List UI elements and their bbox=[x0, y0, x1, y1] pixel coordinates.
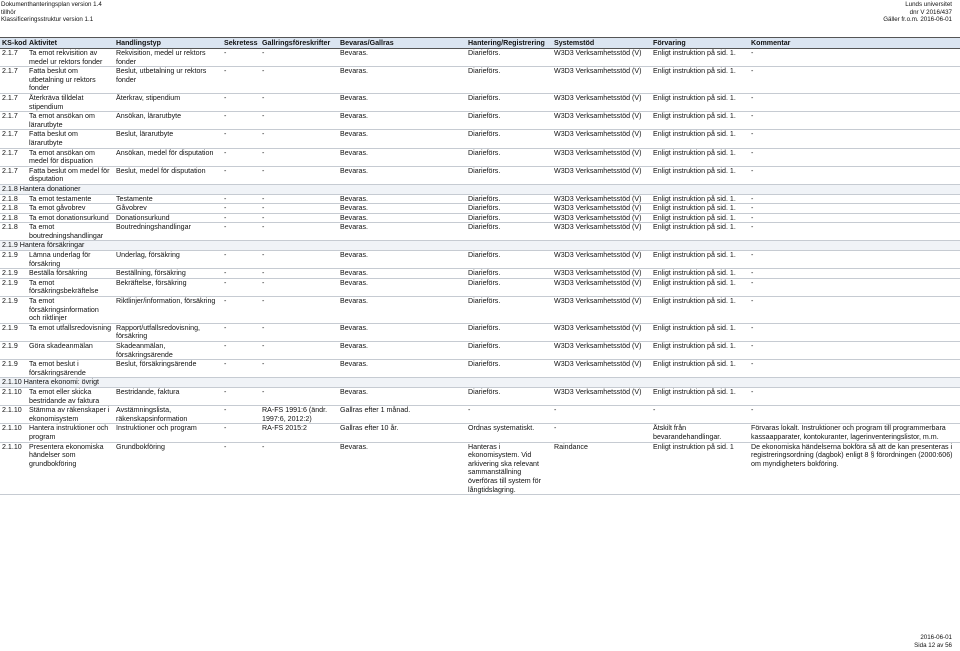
cell-comment: - bbox=[749, 213, 960, 223]
cell-comment: - bbox=[749, 67, 960, 94]
cell-system: W3D3 Verksamhetsstöd (V) bbox=[552, 112, 651, 130]
table-row bbox=[0, 323, 960, 341]
cell-system: W3D3 Verksamhetsstöd (V) bbox=[552, 223, 651, 241]
cell-document-type: Gåvobrev bbox=[114, 204, 222, 214]
cell-document-type: Beslut, medel för disputation bbox=[114, 166, 222, 184]
header-valid-from: Gäller fr.o.m. 2016-06-01 bbox=[883, 16, 952, 24]
cell-comment: - bbox=[749, 323, 960, 341]
table-row bbox=[0, 360, 960, 378]
cell-system: W3D3 Verksamhetsstöd (V) bbox=[552, 342, 651, 360]
cell-secrecy: - bbox=[222, 148, 260, 166]
cell-system: W3D3 Verksamhetsstöd (V) bbox=[552, 130, 651, 148]
cell-disposal-rules: - bbox=[260, 342, 338, 360]
footer-date: 2016-06-01 bbox=[920, 634, 952, 641]
cell-comment: - bbox=[749, 204, 960, 214]
section-title: 2.1.8 Hantera donationer bbox=[0, 184, 960, 194]
cell-comment: - bbox=[749, 194, 960, 204]
cell-secrecy: - bbox=[222, 424, 260, 442]
cell-disposal-rules: - bbox=[260, 49, 338, 67]
section-row bbox=[0, 378, 960, 388]
cell-handling: Diarieförs. bbox=[466, 67, 552, 94]
cell-comment: De ekonomiska händelserna bokföra så att de kan presenteras i registreringsordning (dagbok) enligt 8 § förordningen (2000:606) om myndigheters bokföring. bbox=[749, 442, 960, 495]
cell-storage: Enligt instruktion på sid. 1. bbox=[651, 278, 749, 296]
table-row bbox=[0, 213, 960, 223]
table-row bbox=[0, 269, 960, 279]
cell-ks-code: 2.1.9 bbox=[0, 342, 27, 360]
cell-system: W3D3 Verksamhetsstöd (V) bbox=[552, 278, 651, 296]
cell-disposal-rules: - bbox=[260, 360, 338, 378]
cell-system: W3D3 Verksamhetsstöd (V) bbox=[552, 166, 651, 184]
page-header bbox=[0, 0, 960, 30]
cell-system: W3D3 Verksamhetsstöd (V) bbox=[552, 148, 651, 166]
cell-ks-code: 2.1.7 bbox=[0, 166, 27, 184]
cell-system: W3D3 Verksamhetsstöd (V) bbox=[552, 194, 651, 204]
cell-comment: - bbox=[749, 223, 960, 241]
cell-document-type: Avstämningslista, räkenskapsinformation bbox=[114, 406, 222, 424]
cell-system: - bbox=[552, 406, 651, 424]
cell-secrecy: - bbox=[222, 213, 260, 223]
cell-retain-dispose: Bevaras. bbox=[338, 442, 466, 495]
cell-system: W3D3 Verksamhetsstöd (V) bbox=[552, 49, 651, 67]
section-row bbox=[0, 241, 960, 251]
table-row bbox=[0, 342, 960, 360]
cell-comment: - bbox=[749, 278, 960, 296]
footer-page-number: Sida 12 av 56 bbox=[914, 641, 952, 649]
cell-ks-code: 2.1.8 bbox=[0, 194, 27, 204]
cell-activity: Fatta beslut om medel för disputation bbox=[27, 166, 114, 184]
table-row bbox=[0, 130, 960, 148]
cell-storage: Enligt instruktion på sid. 1. bbox=[651, 130, 749, 148]
cell-storage: Enligt instruktion på sid. 1. bbox=[651, 269, 749, 279]
cell-retain-dispose: Bevaras. bbox=[338, 251, 466, 269]
header-structure: Klassificeringsstruktur version 1.1 bbox=[1, 16, 94, 24]
cell-comment: - bbox=[749, 166, 960, 184]
cell-document-type: Underlag, försäkring bbox=[114, 251, 222, 269]
cell-retain-dispose: Bevaras. bbox=[338, 387, 466, 405]
cell-disposal-rules: - bbox=[260, 213, 338, 223]
cell-secrecy: - bbox=[222, 387, 260, 405]
cell-system: W3D3 Verksamhetsstöd (V) bbox=[552, 204, 651, 214]
cell-storage: Enligt instruktion på sid. 1 bbox=[651, 442, 749, 495]
cell-handling: Diarieförs. bbox=[466, 49, 552, 67]
cell-ks-code: 2.1.9 bbox=[0, 251, 27, 269]
col-header: Hantering/Registrering bbox=[466, 38, 552, 49]
cell-ks-code: 2.1.7 bbox=[0, 148, 27, 166]
table-row bbox=[0, 49, 960, 67]
cell-storage: Enligt instruktion på sid. 1. bbox=[651, 204, 749, 214]
table-row bbox=[0, 406, 960, 424]
cell-storage: Enligt instruktion på sid. 1. bbox=[651, 67, 749, 94]
col-header: Bevaras/Gallras bbox=[338, 38, 466, 49]
cell-secrecy: - bbox=[222, 204, 260, 214]
cell-ks-code: 2.1.9 bbox=[0, 269, 27, 279]
cell-document-type: Beslut, lärarutbyte bbox=[114, 130, 222, 148]
cell-storage: - bbox=[651, 406, 749, 424]
cell-system: W3D3 Verksamhetsstöd (V) bbox=[552, 297, 651, 324]
cell-secrecy: - bbox=[222, 442, 260, 495]
cell-storage: Enligt instruktion på sid. 1. bbox=[651, 93, 749, 111]
header-left bbox=[1, 1, 102, 24]
cell-retain-dispose: Bevaras. bbox=[338, 148, 466, 166]
cell-disposal-rules: - bbox=[260, 194, 338, 204]
cell-handling: Diarieförs. bbox=[466, 360, 552, 378]
cell-system: W3D3 Verksamhetsstöd (V) bbox=[552, 67, 651, 94]
cell-handling: Diarieförs. bbox=[466, 278, 552, 296]
cell-disposal-rules: - bbox=[260, 297, 338, 324]
cell-activity: Lämna underlag för försäkring bbox=[27, 251, 114, 269]
cell-document-type: Riktlinjer/information, försäkring bbox=[114, 297, 222, 324]
cell-activity: Ta emot beslut i försäkringsärende bbox=[27, 360, 114, 378]
cell-activity: Ta emot utfallsredovisning bbox=[27, 323, 114, 341]
table-row bbox=[0, 251, 960, 269]
cell-handling: Diarieförs. bbox=[466, 112, 552, 130]
cell-activity: Ta emot eller skicka bestridande av faktura bbox=[27, 387, 114, 405]
cell-secrecy: - bbox=[222, 342, 260, 360]
table-row bbox=[0, 387, 960, 405]
cell-ks-code: 2.1.10 bbox=[0, 406, 27, 424]
cell-storage: Enligt instruktion på sid. 1. bbox=[651, 360, 749, 378]
cell-secrecy: - bbox=[222, 166, 260, 184]
cell-storage: Enligt instruktion på sid. 1. bbox=[651, 251, 749, 269]
cell-handling: Hanteras i ekonomisystem. Vid arkivering ska relevant sammanställning överföras till system för långtidslagring. bbox=[466, 442, 552, 495]
cell-secrecy: - bbox=[222, 360, 260, 378]
cell-disposal-rules: - bbox=[260, 269, 338, 279]
cell-activity: Ta emot försäkringsbekräftelse bbox=[27, 278, 114, 296]
cell-comment: - bbox=[749, 360, 960, 378]
cell-handling: Diarieförs. bbox=[466, 223, 552, 241]
cell-document-type: Bestridande, faktura bbox=[114, 387, 222, 405]
cell-comment: - bbox=[749, 251, 960, 269]
cell-disposal-rules: - bbox=[260, 148, 338, 166]
col-header: Aktivitet bbox=[27, 38, 114, 49]
cell-activity: Ta emot gåvobrev bbox=[27, 204, 114, 214]
cell-activity: Fatta beslut om utbetalning ur rektors fonder bbox=[27, 67, 114, 94]
page-footer bbox=[914, 634, 952, 650]
cell-storage: Enligt instruktion på sid. 1. bbox=[651, 166, 749, 184]
cell-ks-code: 2.1.8 bbox=[0, 223, 27, 241]
cell-activity: Ta emot försäkringsinformation och riktlinjer bbox=[27, 297, 114, 324]
cell-retain-dispose: Bevaras. bbox=[338, 269, 466, 279]
table-row bbox=[0, 194, 960, 204]
cell-secrecy: - bbox=[222, 194, 260, 204]
cell-retain-dispose: Bevaras. bbox=[338, 342, 466, 360]
cell-secrecy: - bbox=[222, 130, 260, 148]
cell-document-type: Grundbokföring bbox=[114, 442, 222, 495]
cell-storage: Enligt instruktion på sid. 1. bbox=[651, 297, 749, 324]
cell-document-type: Ansökan, medel för disputation bbox=[114, 148, 222, 166]
header-doc-title: Dokumenthanteringsplan version 1.4 bbox=[1, 1, 102, 8]
cell-secrecy: - bbox=[222, 67, 260, 94]
section-row bbox=[0, 184, 960, 194]
cell-secrecy: - bbox=[222, 406, 260, 424]
cell-system: W3D3 Verksamhetsstöd (V) bbox=[552, 213, 651, 223]
cell-document-type: Boutredningshandlingar bbox=[114, 223, 222, 241]
cell-comment: - bbox=[749, 112, 960, 130]
cell-activity: Presentera ekonomiska händelser som grundbokföring bbox=[27, 442, 114, 495]
header-dnr: dnr V 2016/437 bbox=[909, 8, 952, 16]
cell-activity: Ta emot donationsurkund bbox=[27, 213, 114, 223]
cell-document-type: Testamente bbox=[114, 194, 222, 204]
cell-storage: Enligt instruktion på sid. 1. bbox=[651, 49, 749, 67]
cell-document-type: Donationsurkund bbox=[114, 213, 222, 223]
cell-document-type: Rekvisition, medel ur rektors fonder bbox=[114, 49, 222, 67]
cell-comment: - bbox=[749, 297, 960, 324]
section-title: 2.1.9 Hantera försäkringar bbox=[0, 241, 960, 251]
cell-handling: Diarieförs. bbox=[466, 297, 552, 324]
cell-comment: - bbox=[749, 406, 960, 424]
table-row bbox=[0, 278, 960, 296]
cell-activity: Hantera instruktioner och program bbox=[27, 424, 114, 442]
cell-secrecy: - bbox=[222, 251, 260, 269]
cell-disposal-rules: RA-FS 1991:6 (ändr. 1997:6, 2012:2) bbox=[260, 406, 338, 424]
cell-secrecy: - bbox=[222, 269, 260, 279]
table-row bbox=[0, 424, 960, 442]
cell-handling: Diarieförs. bbox=[466, 323, 552, 341]
cell-retain-dispose: Bevaras. bbox=[338, 204, 466, 214]
cell-handling: Diarieförs. bbox=[466, 148, 552, 166]
cell-handling: Diarieförs. bbox=[466, 269, 552, 279]
cell-activity: Fatta beslut om lärarutbyte bbox=[27, 130, 114, 148]
header-right bbox=[883, 1, 952, 24]
cell-document-type: Beslut, försäkringsärende bbox=[114, 360, 222, 378]
cell-retain-dispose: Bevaras. bbox=[338, 278, 466, 296]
cell-ks-code: 2.1.7 bbox=[0, 112, 27, 130]
cell-activity: Ta emot ansökan om lärarutbyte bbox=[27, 112, 114, 130]
cell-disposal-rules: - bbox=[260, 278, 338, 296]
cell-system: - bbox=[552, 424, 651, 442]
cell-handling: Diarieförs. bbox=[466, 194, 552, 204]
cell-storage: Enligt instruktion på sid. 1. bbox=[651, 213, 749, 223]
cell-retain-dispose: Bevaras. bbox=[338, 130, 466, 148]
cell-retain-dispose: Bevaras. bbox=[338, 112, 466, 130]
cell-system: Raindance bbox=[552, 442, 651, 495]
cell-handling: Diarieförs. bbox=[466, 93, 552, 111]
cell-storage: Enligt instruktion på sid. 1. bbox=[651, 148, 749, 166]
cell-disposal-rules: RA-FS 2015:2 bbox=[260, 424, 338, 442]
cell-retain-dispose: Bevaras. bbox=[338, 323, 466, 341]
cell-ks-code: 2.1.7 bbox=[0, 67, 27, 94]
cell-retain-dispose: Bevaras. bbox=[338, 360, 466, 378]
cell-activity: Ta emot boutredningshandlingar bbox=[27, 223, 114, 241]
cell-comment: - bbox=[749, 130, 960, 148]
cell-document-type: Skadeanmälan, försäkringsärende bbox=[114, 342, 222, 360]
cell-document-type: Bekräftelse, försäkring bbox=[114, 278, 222, 296]
cell-retain-dispose: Bevaras. bbox=[338, 93, 466, 111]
cell-retain-dispose: Gallras efter 1 månad. bbox=[338, 406, 466, 424]
cell-storage: Enligt instruktion på sid. 1. bbox=[651, 223, 749, 241]
cell-secrecy: - bbox=[222, 278, 260, 296]
header-org: Lunds universitet bbox=[905, 1, 952, 8]
cell-secrecy: - bbox=[222, 93, 260, 111]
cell-comment: - bbox=[749, 49, 960, 67]
table-header-row bbox=[0, 38, 960, 49]
cell-document-type: Rapport/utfallsredovisning, försäkring bbox=[114, 323, 222, 341]
cell-comment: Förvaras lokalt. Instruktioner och program till programmerbara kassaapparater, kontokuranter, lagerinventeringslistor, m.m. bbox=[749, 424, 960, 442]
cell-handling: Diarieförs. bbox=[466, 204, 552, 214]
cell-document-type: Beställning, försäkring bbox=[114, 269, 222, 279]
cell-ks-code: 2.1.9 bbox=[0, 323, 27, 341]
cell-handling: Diarieförs. bbox=[466, 387, 552, 405]
cell-comment: - bbox=[749, 387, 960, 405]
table-row bbox=[0, 67, 960, 94]
cell-storage: Enligt instruktion på sid. 1. bbox=[651, 342, 749, 360]
col-header: Systemstöd bbox=[552, 38, 651, 49]
cell-ks-code: 2.1.8 bbox=[0, 213, 27, 223]
cell-retain-dispose: Bevaras. bbox=[338, 213, 466, 223]
cell-activity: Ta emot rekvisition av medel ur rektors fonder bbox=[27, 49, 114, 67]
cell-ks-code: 2.1.9 bbox=[0, 297, 27, 324]
cell-handling: Ordnas systematiskt. bbox=[466, 424, 552, 442]
cell-storage: Enligt instruktion på sid. 1. bbox=[651, 323, 749, 341]
col-header: Handlingstyp bbox=[114, 38, 222, 49]
cell-ks-code: 2.1.10 bbox=[0, 387, 27, 405]
cell-storage: Enligt instruktion på sid. 1. bbox=[651, 387, 749, 405]
cell-document-type: Beslut, utbetalning ur rektors fonder bbox=[114, 67, 222, 94]
cell-secrecy: - bbox=[222, 223, 260, 241]
cell-disposal-rules: - bbox=[260, 442, 338, 495]
cell-disposal-rules: - bbox=[260, 112, 338, 130]
cell-secrecy: - bbox=[222, 323, 260, 341]
cell-retain-dispose: Bevaras. bbox=[338, 49, 466, 67]
cell-secrecy: - bbox=[222, 49, 260, 67]
cell-system: W3D3 Verksamhetsstöd (V) bbox=[552, 387, 651, 405]
table-row bbox=[0, 204, 960, 214]
cell-disposal-rules: - bbox=[260, 323, 338, 341]
cell-document-type: Instruktioner och program bbox=[114, 424, 222, 442]
cell-handling: Diarieförs. bbox=[466, 166, 552, 184]
cell-disposal-rules: - bbox=[260, 387, 338, 405]
col-header: Gallringsföreskrifter bbox=[260, 38, 338, 49]
cell-system: W3D3 Verksamhetsstöd (V) bbox=[552, 251, 651, 269]
cell-comment: - bbox=[749, 269, 960, 279]
cell-retain-dispose: Gallras efter 10 år. bbox=[338, 424, 466, 442]
table-row bbox=[0, 166, 960, 184]
cell-system: W3D3 Verksamhetsstöd (V) bbox=[552, 360, 651, 378]
cell-ks-code: 2.1.7 bbox=[0, 49, 27, 67]
table-row bbox=[0, 442, 960, 495]
col-header: Kommentar bbox=[749, 38, 960, 49]
cell-disposal-rules: - bbox=[260, 204, 338, 214]
cell-retain-dispose: Bevaras. bbox=[338, 194, 466, 204]
cell-secrecy: - bbox=[222, 297, 260, 324]
header-belongs: tillhör bbox=[1, 8, 16, 16]
records-table bbox=[0, 37, 960, 495]
cell-document-type: Återkrav, stipendium bbox=[114, 93, 222, 111]
cell-comment: - bbox=[749, 93, 960, 111]
cell-disposal-rules: - bbox=[260, 93, 338, 111]
cell-activity: Ta emot ansökan om medel för dispuation bbox=[27, 148, 114, 166]
cell-activity: Göra skadeanmälan bbox=[27, 342, 114, 360]
cell-retain-dispose: Bevaras. bbox=[338, 166, 466, 184]
table-row bbox=[0, 223, 960, 241]
cell-disposal-rules: - bbox=[260, 251, 338, 269]
cell-storage: Enligt instruktion på sid. 1. bbox=[651, 112, 749, 130]
cell-handling: Diarieförs. bbox=[466, 251, 552, 269]
cell-activity: Ta emot testamente bbox=[27, 194, 114, 204]
cell-activity: Beställa försäkring bbox=[27, 269, 114, 279]
cell-handling: - bbox=[466, 406, 552, 424]
table-row bbox=[0, 297, 960, 324]
col-header: Förvaring bbox=[651, 38, 749, 49]
cell-comment: - bbox=[749, 342, 960, 360]
cell-ks-code: 2.1.7 bbox=[0, 130, 27, 148]
cell-retain-dispose: Bevaras. bbox=[338, 67, 466, 94]
col-header: KS-kod bbox=[2, 38, 27, 47]
cell-comment: - bbox=[749, 148, 960, 166]
cell-secrecy: - bbox=[222, 112, 260, 130]
cell-disposal-rules: - bbox=[260, 166, 338, 184]
table-row bbox=[0, 112, 960, 130]
cell-activity: Återkräva tilldelat stipendium bbox=[27, 93, 114, 111]
cell-ks-code: 2.1.9 bbox=[0, 278, 27, 296]
cell-handling: Diarieförs. bbox=[466, 213, 552, 223]
cell-disposal-rules: - bbox=[260, 67, 338, 94]
cell-ks-code: 2.1.10 bbox=[0, 424, 27, 442]
cell-ks-code: 2.1.8 bbox=[0, 204, 27, 214]
cell-handling: Diarieförs. bbox=[466, 342, 552, 360]
cell-system: W3D3 Verksamhetsstöd (V) bbox=[552, 323, 651, 341]
cell-disposal-rules: - bbox=[260, 223, 338, 241]
table-body bbox=[0, 49, 960, 495]
cell-retain-dispose: Bevaras. bbox=[338, 223, 466, 241]
cell-ks-code: 2.1.9 bbox=[0, 360, 27, 378]
table-row bbox=[0, 148, 960, 166]
cell-handling: Diarieförs. bbox=[466, 130, 552, 148]
cell-storage: Åtskilt från bevarandehandlingar. bbox=[651, 424, 749, 442]
cell-ks-code: 2.1.10 bbox=[0, 442, 27, 495]
cell-ks-code: 2.1.7 bbox=[0, 93, 27, 111]
cell-retain-dispose: Bevaras. bbox=[338, 297, 466, 324]
cell-storage: Enligt instruktion på sid. 1. bbox=[651, 194, 749, 204]
cell-system: W3D3 Verksamhetsstöd (V) bbox=[552, 93, 651, 111]
cell-activity: Stämma av räkenskaper i ekonomisystem bbox=[27, 406, 114, 424]
section-title: 2.1.10 Hantera ekonomi: övrigt bbox=[0, 378, 960, 388]
col-header: Sekretess bbox=[222, 38, 260, 49]
table-row bbox=[0, 93, 960, 111]
cell-document-type: Ansökan, lärarutbyte bbox=[114, 112, 222, 130]
cell-system: W3D3 Verksamhetsstöd (V) bbox=[552, 269, 651, 279]
cell-disposal-rules: - bbox=[260, 130, 338, 148]
